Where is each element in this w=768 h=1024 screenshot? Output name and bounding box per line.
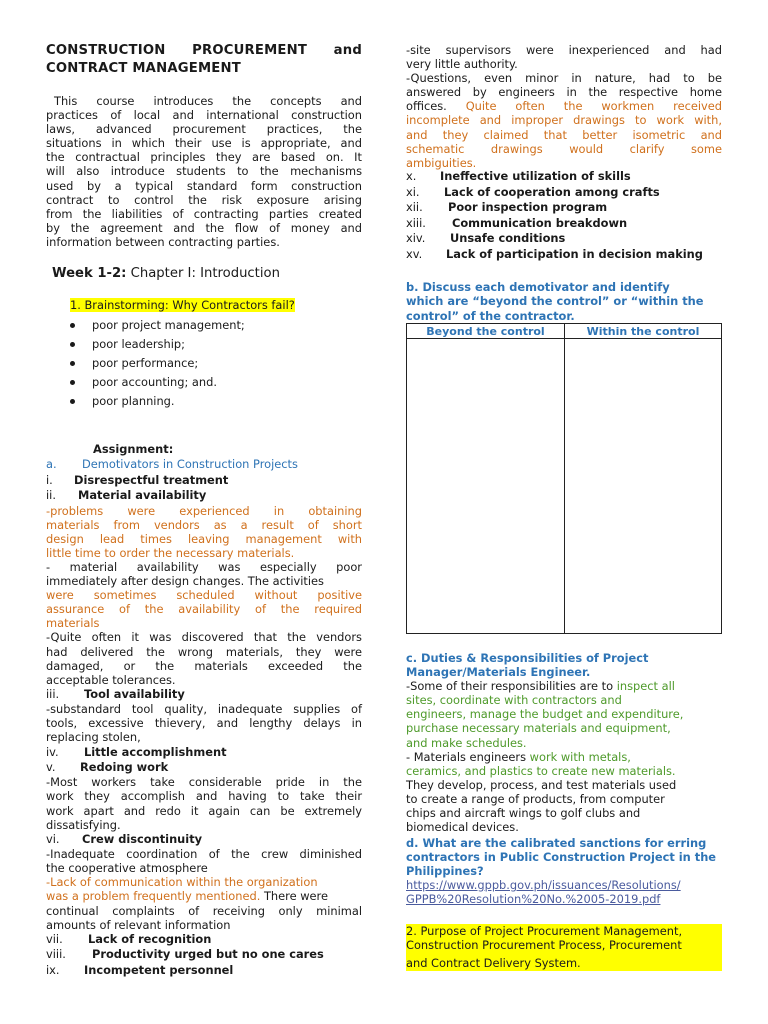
intro-line: information between contracting parties. [46,234,280,249]
item-ix: ix. Incompetent personnel [46,962,234,977]
para-line: biomedical devices. [406,820,519,835]
title-word-2: PROCUREMENT [192,43,308,58]
para-line: -Quite often it was discovered that the vendors [46,630,362,645]
item-iv: iv. Little accomplishment [46,744,227,759]
para-line: - material availability was especially poor [46,560,362,574]
brainstorm-heading [70,298,295,312]
para-line: little time to order the necessary materials. [46,545,295,560]
para-line: dissatisfying. [46,817,121,832]
document-title [46,42,362,78]
item-xii: xii. Poor inspection program [406,200,608,215]
table-header-row [407,324,722,339]
para-line: -Inadequate coordination of the crew diminished [46,847,362,862]
week-heading [52,266,280,281]
list-item: poor planning. [46,392,362,411]
item-xv: xv. Lack of participation in decision making [406,246,703,261]
bullet-icon [70,361,75,366]
bullet-list [46,316,362,411]
section-d-line: Philippines? [406,864,484,879]
para-line: answered by engineers in the respective home [406,85,722,100]
item-xi: xi. Lack of cooperation among crafts [406,184,660,199]
bullet-icon [70,380,75,385]
para-line: -substandard tool quality, inadequate supplies of [46,702,362,717]
intro-line: by the agreement and the flow of money and [46,220,362,235]
para-line: replacing stolen, [46,730,141,745]
item-ix-continued [406,43,722,170]
section-a-heading: a. Demotivators in Construction Projects [46,457,298,472]
item-vi: vi. Crew discontinuity [46,831,203,846]
para-line: work apart and redo it again can be extremely [46,803,362,818]
para-line: had delivered the wrong materials, they were [46,644,362,659]
para-line: amounts of relevant information [46,917,231,932]
para-line: the cooperative atmosphere [46,861,208,876]
item-ii: ii. Material availability [46,488,207,503]
intro-line: contract to control the risk exposure arising [46,192,362,207]
intro-line: will also introduce students to the mechanisms [46,164,362,179]
para-line: was a problem frequently mentioned. There were [46,889,328,904]
demotivator-list-continued [406,169,722,263]
para-line: They develop, process, and test materials used [406,777,677,792]
purpose-line: 2. Purpose of Project Procurement Management, [406,924,683,938]
item-viii: viii. Productivity urged but no one cares [46,947,324,962]
para-line: engineers, manage the budget and expenditure, [406,707,684,722]
para-line: chips and aircraft wings to golf clubs and [406,806,641,821]
para-line: - Materials engineers work with metals, [406,749,631,764]
purpose-heading [406,924,722,971]
para-line: damaged, or the materials exceeded the [46,658,362,673]
para-line: to create a range of products, from computer [406,791,665,806]
para-line: -site supervisors were inexperienced and had [406,43,722,57]
para-line: very little authority. [406,57,518,72]
section-c [406,651,722,834]
list-item: poor leadership; [46,335,362,354]
para-line: purchase necessary materials and equipment, [406,721,671,736]
para-line: materials from vendors as a result of short [46,517,362,532]
intro-line: practices of local and international construction [46,108,362,123]
item-xiv: xiv. Unsafe conditions [406,231,566,246]
purpose-line: Construction Procurement Process, Procurement [406,938,682,953]
para-line: materials [46,616,100,631]
bullet-icon [70,342,75,347]
week-label: Week 1-2: [52,266,127,281]
para-line: tools, excessive thievery, and lengthy delays in [46,716,362,731]
item-i: i. Disrespectful treatment [46,472,229,487]
table-header-beyond: Beyond the control [407,324,565,339]
table-cell-beyond[interactable] [407,339,565,634]
para-line: ambiguities. [406,155,477,170]
section-b-line: b. Discuss each demotivator and identify [406,280,670,294]
brainstorm-text: 1. Brainstorming: Why Contractors fail? [70,298,295,312]
para-line: design lead times leaving management with [46,531,362,546]
para-line: work they accomplish and having to take their [46,789,362,804]
table-row [407,339,722,634]
intro-line: used by a typical standard form construction [46,178,362,193]
para-line: offices. Quite often the workmen received [406,99,722,114]
para-line: and they claimed that better isometric and [406,127,722,142]
purpose-line: and Contract Delivery System. [406,956,581,971]
para-line: schematic drawings would clarify some [406,141,722,156]
list-item: poor project management; [46,316,362,335]
section-b [406,280,722,323]
para-line: continual complaints of receiving only minimal [46,903,362,918]
section-c-line: c. Duties & Responsibilities of Project [406,651,649,665]
intro-line: situations in which their use is appropriate, and [46,136,362,151]
para-line: -Lack of communication within the organization [46,875,318,890]
para-line: incomplete and improper drawings to work with, [406,113,722,128]
control-table [406,323,722,634]
list-item: poor performance; [46,354,362,373]
para-line: immediately after design changes. The activities [46,574,324,589]
bullet-icon [70,323,75,328]
section-d-line: d. What are the calibrated sanctions for erring [406,836,707,850]
item-vii: vii. Lack of recognition [46,931,212,946]
title-line-2: CONTRACT MANAGEMENT [46,61,241,76]
intro-line: from the liabilities of contracting parties created [46,206,362,221]
assignment-label: Assignment: [93,442,174,456]
para-line: -problems were experienced in obtaining [46,503,362,518]
para-line: were sometimes scheduled without positive [46,588,362,603]
para-line: -Questions, even minor in nature, had to be [406,71,722,86]
para-line: ceramics, and plastics to create new materials. [406,763,676,778]
assignment-section [46,442,362,978]
intro-line: This course introduces the concepts and [54,94,362,108]
item-v: v. Redoing work [46,759,169,774]
para-line: -Some of their responsibilities are to inspect all [406,679,675,694]
section-d [406,836,722,906]
item-x: x. Ineffective utilization of skills [406,169,631,183]
section-b-line: control” of the contractor. [406,308,575,323]
title-word-1: CONSTRUCTION [46,43,166,58]
list-item: poor accounting; and. [46,373,362,392]
para-line: acceptable tolerances. [46,672,176,687]
item-xiii: xiii. Communication breakdown [406,215,628,230]
para-line: assurance of the availability of the required [46,602,362,617]
bullet-icon [70,399,75,404]
table-cell-within[interactable] [565,339,722,634]
week-text: Chapter I: Introduction [130,266,280,281]
section-c-line: Manager/Materials Engineer. [406,665,591,680]
table-header-within: Within the control [565,324,722,339]
section-b-line: which are “beyond the control” or “within the [406,294,704,309]
intro-line: the contractual principles they are based on. It [46,150,362,165]
section-d-line: contractors in Public Construction Project in the [406,850,717,865]
intro-line: laws, advanced procurement practices, the [46,122,362,137]
course-intro [46,94,362,249]
resolution-link[interactable]: https://www.gppb.gov.ph/issuances/Resolutions/ [406,878,681,893]
title-word-3: and [333,43,362,58]
para-line: -Most workers take considerable pride in the [46,775,362,790]
para-line: sites, coordinate with contractors and [406,693,622,708]
item-iii: iii. Tool availability [46,686,185,701]
resolution-link[interactable]: GPPB%20Resolution%20No.%2005-2019.pdf [406,892,661,907]
para-line: and make schedules. [406,735,527,750]
